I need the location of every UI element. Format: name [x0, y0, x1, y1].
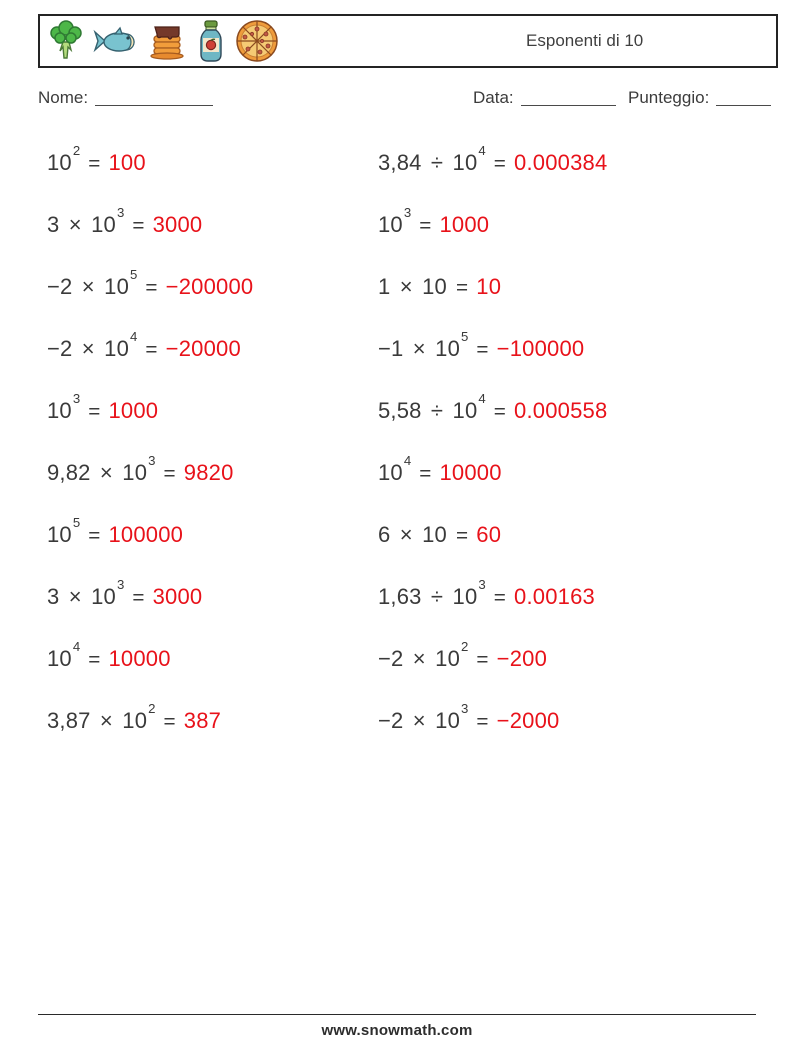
- score-label: Punteggio:: [628, 88, 710, 107]
- expression: $10^4=$: [378, 453, 432, 485]
- expression: $5,58 \div 10^4=$: [378, 391, 507, 423]
- equals-sign: =: [493, 586, 507, 609]
- page-title: Esponenti di 10: [526, 31, 644, 50]
- equals-sign: =: [145, 338, 158, 361]
- problem-row: [378, 504, 718, 566]
- expression: $-2 \times 10^3=$: [378, 701, 489, 733]
- problem-row: [378, 442, 718, 504]
- equals-sign: =: [493, 152, 507, 175]
- equals-sign: =: [88, 524, 101, 547]
- equals-sign: =: [419, 462, 432, 485]
- name-field: [38, 88, 213, 108]
- problem-row: [378, 628, 718, 690]
- problem-row: [47, 566, 387, 628]
- answer: 0.000384: [514, 150, 608, 175]
- answer: 387: [183, 708, 222, 733]
- answer: 9820: [183, 460, 234, 485]
- answer: 1000: [108, 398, 159, 423]
- equals-sign: =: [476, 338, 489, 361]
- answer: −100000: [496, 336, 585, 361]
- problem-row: [378, 194, 718, 256]
- answer: 10: [476, 274, 502, 299]
- equals-sign: =: [455, 524, 469, 547]
- expression: $3,84 \div 10^4=$: [378, 143, 507, 175]
- equals-sign: =: [455, 276, 469, 299]
- fish-icon: [93, 25, 139, 57]
- answer: 3000: [152, 584, 203, 609]
- score-field: [628, 88, 771, 108]
- expression: $10^5=$: [47, 515, 101, 547]
- name-label: Nome:: [38, 88, 89, 107]
- footer-divider: [38, 1014, 756, 1015]
- equals-sign: =: [493, 400, 507, 423]
- expression: $-1 \times 10^5=$: [378, 329, 489, 361]
- problem-row: [47, 442, 387, 504]
- header-box: [38, 14, 778, 68]
- problem-row: [47, 690, 387, 752]
- problem-row: [47, 318, 387, 380]
- expression: $9,82 \times 10^3=$: [47, 453, 176, 485]
- answer: −200: [496, 646, 548, 671]
- answer: −2000: [496, 708, 560, 733]
- answer: 10000: [439, 460, 502, 485]
- problem-row: [378, 256, 718, 318]
- answer: 3000: [152, 212, 203, 237]
- answer: −200000: [165, 274, 254, 299]
- problem-row: [378, 132, 718, 194]
- equals-sign: =: [88, 648, 101, 671]
- jar-icon: [195, 19, 227, 63]
- expression: $10^3=$: [378, 205, 432, 237]
- expression: $10^4=$: [47, 639, 101, 671]
- answer: 60: [476, 522, 502, 547]
- problem-row: [378, 380, 718, 442]
- equals-sign: =: [145, 276, 158, 299]
- expression: 6 × 10 =: [378, 522, 469, 547]
- expression: $1,63 \div 10^3=$: [378, 577, 507, 609]
- expression: $-2 \times 10^2=$: [378, 639, 489, 671]
- expression: $3,87 \times 10^2=$: [47, 701, 176, 733]
- answer: −20000: [165, 336, 241, 361]
- problem-row: [378, 318, 718, 380]
- problem-row: [47, 194, 387, 256]
- equals-sign: =: [476, 648, 489, 671]
- name-blank-line[interactable]: [95, 104, 213, 106]
- answer: 1000: [439, 212, 490, 237]
- expression: $-2 \times 10^5=$: [47, 267, 158, 299]
- problems-column-left: [47, 132, 387, 752]
- problems-column-right: [378, 132, 718, 752]
- problem-row: [47, 380, 387, 442]
- problem-row: [47, 504, 387, 566]
- broccoli-icon: [47, 20, 85, 62]
- expression: $3 \times 10^3=$: [47, 205, 145, 237]
- expression: 1 × 10 =: [378, 274, 469, 299]
- answer: 100: [108, 150, 146, 175]
- date-field: [473, 88, 616, 108]
- problem-row: [378, 690, 718, 752]
- date-label: Data:: [473, 88, 514, 107]
- equals-sign: =: [163, 462, 176, 485]
- equals-sign: =: [163, 710, 176, 733]
- pizza-icon: [235, 19, 279, 63]
- problem-row: [47, 132, 387, 194]
- score-blank-line[interactable]: [716, 104, 771, 106]
- footer-url: www.snowmath.com: [321, 1022, 473, 1039]
- answer: 0.000558: [514, 398, 608, 423]
- problem-row: [47, 256, 387, 318]
- problem-row: [47, 628, 387, 690]
- expression: $3 \times 10^3=$: [47, 577, 145, 609]
- equals-sign: =: [132, 586, 145, 609]
- pancakes-icon: [147, 20, 187, 62]
- equals-sign: =: [88, 152, 101, 175]
- answer: 0.00163: [514, 584, 595, 609]
- equals-sign: =: [132, 214, 145, 237]
- equals-sign: =: [88, 400, 101, 423]
- answer: 10000: [108, 646, 171, 671]
- answer: 100000: [108, 522, 184, 547]
- expression: $10^3=$: [47, 391, 101, 423]
- date-blank-line[interactable]: [521, 104, 616, 106]
- equals-sign: =: [419, 214, 432, 237]
- problem-row: [378, 566, 718, 628]
- icon-row: [47, 19, 279, 63]
- equals-sign: =: [476, 710, 489, 733]
- expression: $10^2=$: [47, 143, 101, 175]
- expression: $-2 \times 10^4=$: [47, 329, 158, 361]
